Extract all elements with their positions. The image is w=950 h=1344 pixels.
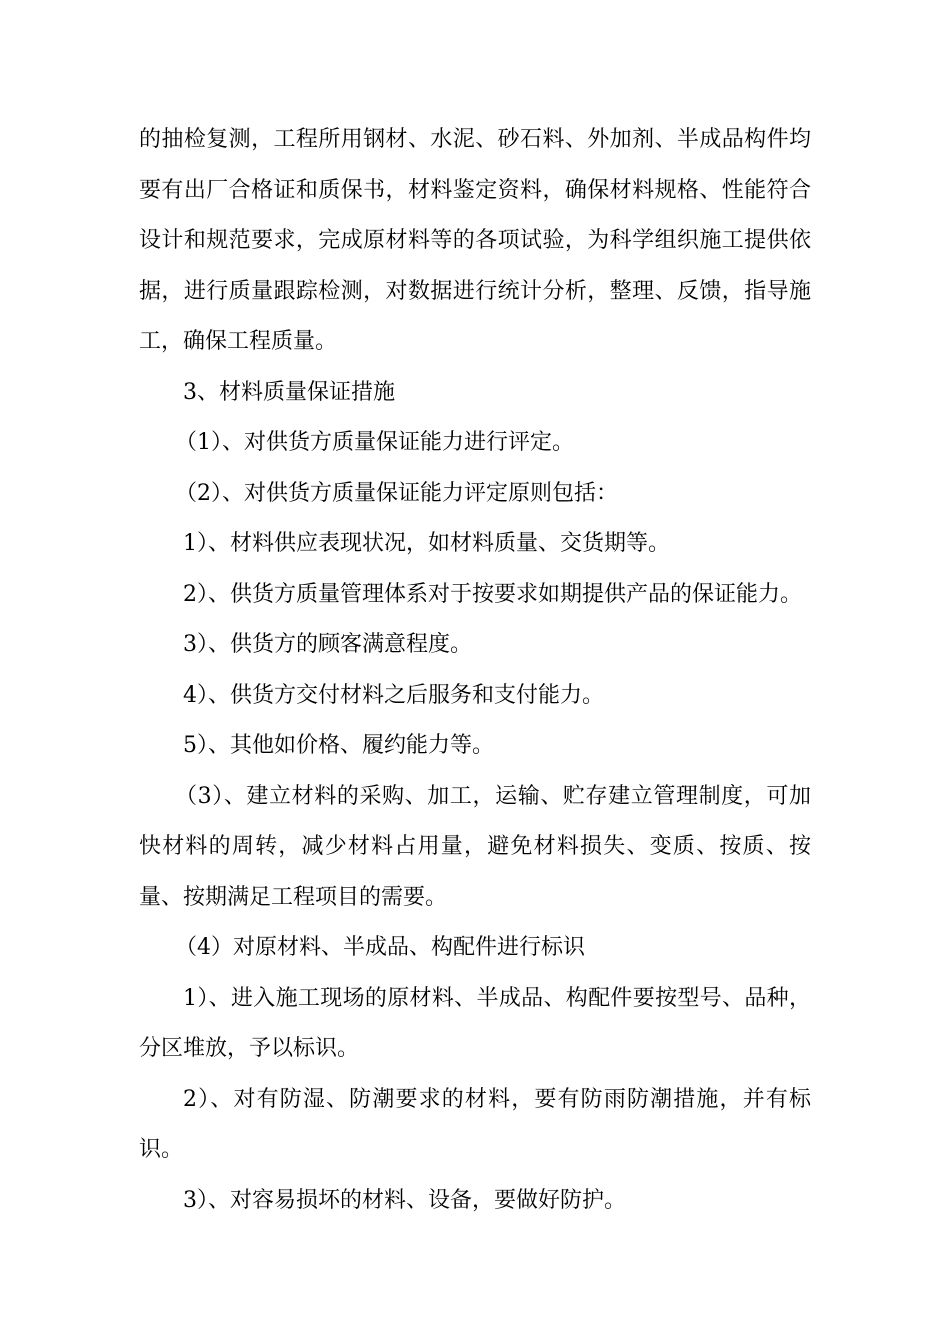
paragraph-subitem: 3）、对容易损坏的材料、设备，要做好防护。 <box>183 1187 626 1213</box>
paragraph-subitem: 4）、供货方交付材料之后服务和支付能力。 <box>183 682 604 708</box>
paragraph-item: （4）对原材料、半成品、构配件进行标识 <box>175 935 585 960</box>
paragraph-subitem: 2）、对有防湿、防潮要求的材料，要有防雨防潮措施，并有标识。 <box>139 1086 811 1162</box>
paragraph-item: （1）、对供货方质量保证能力进行评定。 <box>175 430 574 455</box>
paragraph-subitem: 1）、进入施工现场的原材料、半成品、构配件要按型号、品种，分区堆放，予以标识。 <box>139 985 811 1061</box>
document-body <box>139 115 811 1226</box>
paragraph-subitem: 5）、其他如价格、履约能力等。 <box>183 733 494 758</box>
paragraph-item: （3）、建立材料的采购、加工，运输、贮存建立管理制度，可加快材料的周转，减少材料占用量，避免材料损失、变质、按质、按量、按期满足工程项目的需要。 <box>139 783 811 910</box>
paragraph-continuation: 的抽检复测，工程所用钢材、水泥、砂石料、外加剂、半成品构件均要有出厂合格证和质保书，材料鉴定资料，确保材料规格、性能符合设计和规范要求，完成原材料等的各项试验，为科学组织施工提供依据，进行质量跟踪检测，对数据进行统计分析，整理、反馈，指导施工，确保工程质量。 <box>139 127 811 354</box>
paragraph-subitem: 2）、供货方质量管理体系对于按要求如期提供产品的保证能力。 <box>183 581 802 607</box>
section-heading: 3、材料质量保证措施 <box>183 379 395 405</box>
paragraph-item: （2）、对供货方质量保证能力评定原则包括： <box>175 480 618 506</box>
paragraph-subitem: 1）、材料供应表现状况，如材料质量、交货期等。 <box>183 531 670 556</box>
paragraph-subitem: 3）、供货方的顾客满意程度。 <box>183 632 472 657</box>
